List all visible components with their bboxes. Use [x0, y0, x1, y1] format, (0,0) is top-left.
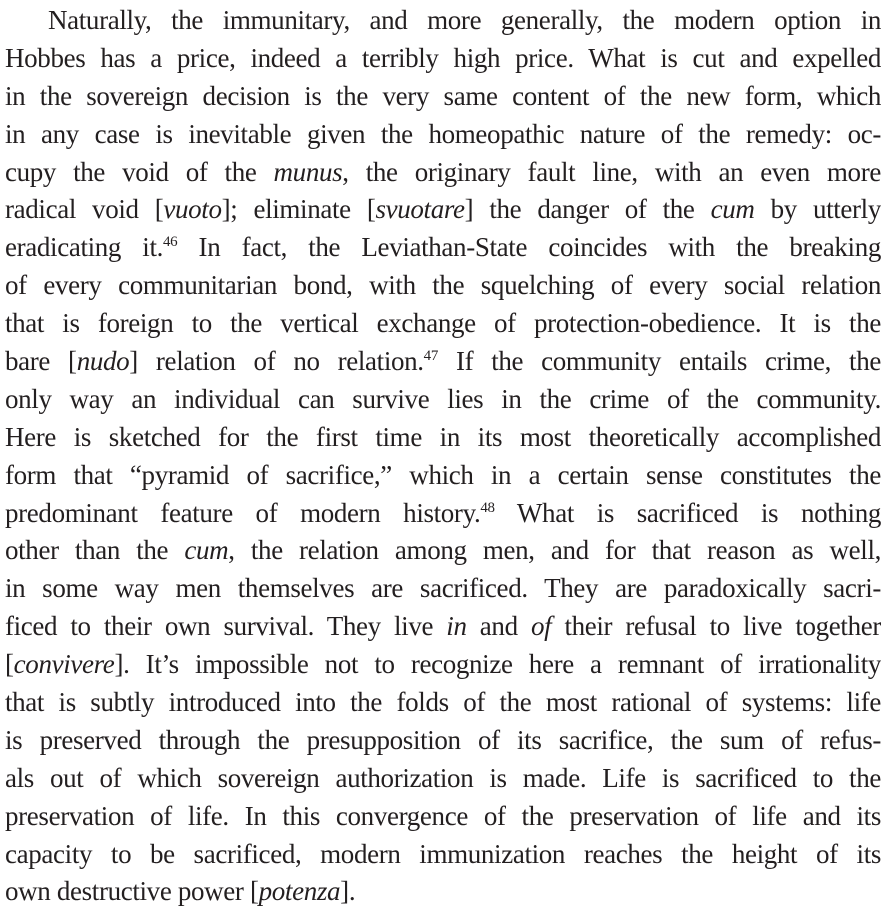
- text-run: radical void [: [5, 194, 164, 225]
- text-run: cupy the void of the: [5, 156, 274, 187]
- text-run: ].: [340, 876, 356, 906]
- text-line: [5, 532, 881, 570]
- text-line: [5, 191, 881, 229]
- text-run: Hobbes has a price, indeed a terribly high price. What is cut and expelled: [5, 42, 881, 73]
- text-run: ficed to their own survival. They live: [5, 611, 447, 642]
- text-run: predominant feature of modern history.: [5, 497, 481, 528]
- text-line: [5, 608, 881, 646]
- text-line: [5, 684, 881, 722]
- text-line: [5, 40, 881, 78]
- text-line: [5, 760, 881, 798]
- text-run: , the relation among men, and for that reason as well,: [228, 535, 881, 566]
- text-line: [5, 381, 881, 419]
- text-run: preservation of life. In this convergence of the preservation of life and its: [5, 800, 881, 831]
- body-paragraph: [5, 2, 881, 906]
- text-line: [5, 419, 881, 457]
- text-line: [5, 2, 881, 40]
- italic-term: cum: [710, 194, 755, 225]
- footnote-reference: 46: [163, 234, 178, 251]
- text-run: In fact, the Leviathan-State coincides with the breaking: [177, 232, 881, 263]
- text-line: [5, 722, 881, 760]
- text-run: is preserved through the presupposition of its sacrifice, the sum of refus-: [5, 724, 881, 755]
- text-line: [5, 646, 881, 684]
- italic-term: of: [530, 611, 552, 642]
- text-line: [5, 495, 881, 533]
- italic-term: svuotare: [375, 194, 465, 225]
- italic-term: vuoto: [163, 194, 222, 225]
- text-run: that is foreign to the vertical exchange of protection-obedience. It is the: [5, 308, 881, 339]
- text-run: in some way men themselves are sacrificed. They are paradoxically sacri-: [5, 573, 881, 604]
- text-run: ]; eliminate [: [221, 194, 376, 225]
- text-run: in the sovereign decision is the very same content of the new form, which: [5, 80, 881, 111]
- text-line: [5, 343, 881, 381]
- text-run: and: [466, 611, 531, 642]
- text-run: other than the: [5, 535, 185, 566]
- text-line: [5, 457, 881, 495]
- text-run: form that “pyramid of sacrifice,” which in a certain sense constitutes the: [5, 459, 881, 490]
- italic-term: munus: [273, 156, 343, 187]
- text-line: [5, 836, 881, 874]
- italic-term: in: [446, 611, 467, 642]
- text-run: [: [5, 649, 14, 680]
- text-run: ]. It’s impossible not to recognize here a remnant of irrationality: [114, 649, 881, 680]
- text-run: If the community entails crime, the: [437, 346, 881, 377]
- footnote-reference: 47: [423, 348, 438, 365]
- text-line: [5, 229, 881, 267]
- text-run: Naturally, the immunitary, and more generally, the modern option in: [48, 5, 881, 35]
- text-run: bare [: [5, 346, 77, 377]
- text-run: , the originary fault line, with an even more: [342, 156, 881, 187]
- text-line: [5, 798, 881, 836]
- text-run: by utterly: [754, 194, 881, 225]
- italic-term: cum: [184, 535, 229, 566]
- text-run: eradicating it.: [5, 232, 164, 263]
- text-line: [5, 305, 881, 343]
- text-run: capacity to be sacrificed, modern immunization reaches the height of its: [5, 838, 881, 869]
- text-line: [5, 873, 881, 906]
- italic-term: convivere: [13, 649, 115, 680]
- text-line: [5, 267, 881, 305]
- text-run: ] relation of no relation.: [129, 346, 424, 377]
- text-run: own destructive power [: [5, 876, 259, 906]
- footnote-reference: 48: [480, 499, 495, 516]
- text-run: als out of which sovereign authorization is made. Life is sacrificed to the: [5, 762, 881, 793]
- italic-term: potenza: [258, 876, 341, 906]
- text-run: What is sacrificed is nothing: [494, 497, 881, 528]
- text-line: [5, 570, 881, 608]
- text-run: of every communitarian bond, with the squelching of every social relation: [5, 270, 881, 301]
- text-line: [5, 78, 881, 116]
- text-run: that is subtly introduced into the folds of the most rational of systems: life: [5, 687, 881, 718]
- italic-term: nudo: [76, 346, 130, 377]
- text-run: in any case is inevitable given the homeopathic nature of the remedy: oc-: [5, 118, 881, 149]
- text-run: only way an individual can survive lies in the crime of the community.: [5, 383, 881, 414]
- text-run: their refusal to live together: [551, 611, 881, 642]
- text-line: [5, 154, 881, 192]
- text-run: Here is sketched for the first time in its most theoretically accomplished: [5, 421, 881, 452]
- text-run: ] the danger of the: [464, 194, 711, 225]
- text-line: [5, 116, 881, 154]
